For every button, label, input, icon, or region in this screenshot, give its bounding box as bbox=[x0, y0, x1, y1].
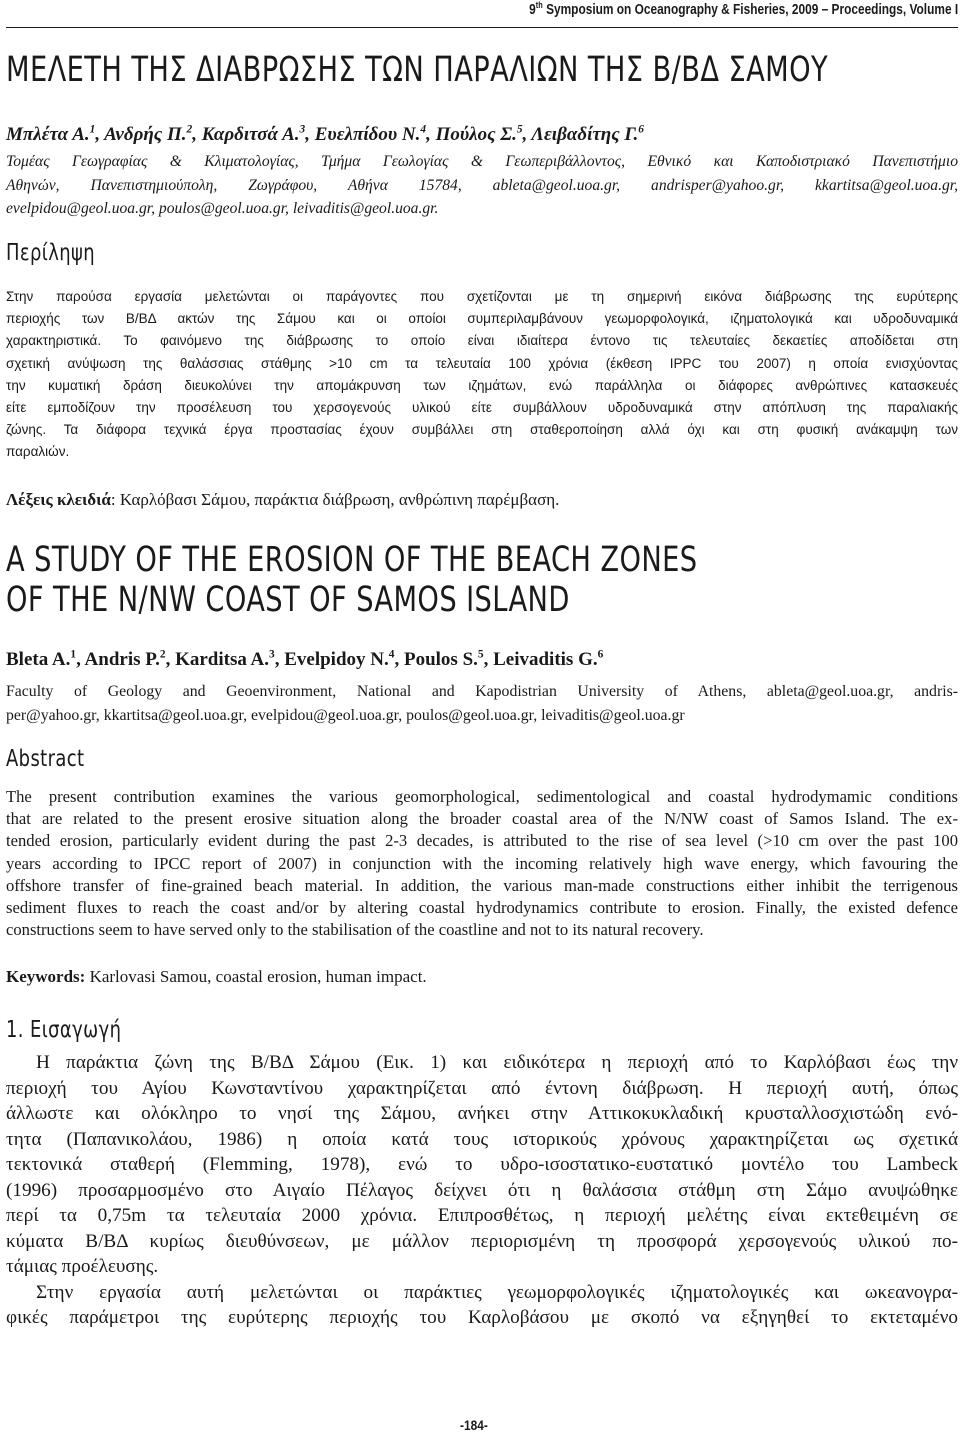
abstract-line: constructions seem to have served only to the stabilisation of the coastline and not to its natural recovery. bbox=[6, 920, 704, 940]
body-line: κύματα Β/ΒΔ κυρίως διευθύνσεων, με μάλλον περιορισμένη τη προσφορά χερσογενούς υλικού πο- bbox=[6, 1230, 958, 1252]
body-line: Η παράκτια ζώνη της Β/ΒΔ Σάμου (Εικ. 1) και ειδικότερα η περιοχή από το Καρλόβασι έως την bbox=[36, 1052, 958, 1073]
header-rule bbox=[6, 27, 958, 28]
keywords-greek: Λέξεις κλειδιά: Καρλόβασι Σάμου, παράκτια διάβρωση, ανθρώπινη παρέμβαση. bbox=[6, 490, 560, 509]
body-line: περί τα 0,75m τα τελευταία 2000 χρόνια. Επιπροσθέτως, η περιοχή μελέτης είναι εκτεθειμένη σε bbox=[6, 1205, 958, 1226]
abstract-line: offshore transfer of fine-grained beach material. In addition, the various man-made constructions either inhibit the terrigenous bbox=[6, 875, 958, 895]
abstract-line: that are related to the present erosive situation along the broader coastal area of the N/NW coast of Samos Island. The ex- bbox=[6, 809, 958, 829]
abstract-line: years according to IPCC report of 2007) in conjunction with the incoming relatively high wave energy, which favouring the bbox=[6, 853, 958, 873]
authors-greek: Μπλέτα Α.$^1$, Ανδρής Π.$^2$, Καρδιτσά Α.$^3$, Ευελπίδου Ν.$^4$, Πούλος Σ.$^5$, Λειβαδίτης Γ.$^6$ bbox=[6, 123, 644, 145]
affiliation-greek bbox=[6, 150, 958, 221]
title-greek: ΜΕΛΕΤΗ ΤΗΣ ΔΙΑΒΡΩΣΗΣ ΤΩΝ ΠΑΡΑΛΙΩΝ ΤΗΣ Β/ΒΔ ΣΑΜΟΥ bbox=[6, 50, 829, 90]
affiliation-line: Τομέας Γεωγραφίας & Κλιματολογίας, Τμήμα Γεωλογίας & Γεωπεριβάλλοντος, Εθνικό και Καποδιστριακό Πανεπιστήμιο bbox=[6, 153, 958, 170]
abstract-greek-heading: Περίληψη bbox=[6, 240, 95, 266]
authors-english: Bleta A.$^1$, Andris P.$^2$, Karditsa A.$^3$, Evelpidoy N.$^4$, Poulos S.$^5$, Leivaditis G.$^6$ bbox=[6, 648, 604, 670]
affiliation-line: Faculty of Geology and Geoenvironment, National and Kapodistrian University of Athens, ableta@geol.uoa.gr, andris- bbox=[6, 683, 958, 700]
affiliation-line: per@yahoo.gr, kkartitsa@geol.uoa.gr, evelpidou@geol.uoa.gr, poulos@geol.uoa.gr, leivaditis@geol.uoa.gr bbox=[6, 706, 685, 724]
body-line: φικές παράμετροι της ευρύτερης περιοχής του Καρλοβάσου με σκοπό να εξηγηθεί το εκτεταμένο bbox=[6, 1307, 958, 1328]
body-line: περιοχή του Αγίου Κωνσταντίνου χαρακτηρίζεται από έντονη διάβρωση. Η περιοχή αυτή, όπως bbox=[6, 1077, 958, 1099]
abstract-line: Στην παρούσα εργασία μελετώνται οι παράγοντες που σχετίζονται με τη σημερινή εικόνα διάβρωσης της ευρύτερης bbox=[6, 289, 958, 304]
abstract-line: είτε εμποδίζουν την προσέλευση του χερσογενούς υλικού είτε συμβάλλουν υδροδυναμικά στην απόπλυση της παραλιακής bbox=[6, 400, 958, 416]
abstract-line: tended erosion, particularly evident during the past 2-3 decades, is attributed to the rise of sea level (>10 cm over the past 100 bbox=[6, 831, 958, 851]
body-line: Στην εργασία αυτή μελετώνται οι παράκτιες γεωμορφολογικές ιζηματολογικές και ωκεανογρα- bbox=[36, 1281, 958, 1303]
abstract-line: sediment fluxes to reach the coast and/or by altering coastal hydrodynamics contribute to erosion. Finally, the existed defence bbox=[6, 898, 958, 918]
abstract-line: χαρακτηριστικά. Το φαινόμενο της διάβρωσης το οποίο είναι ιδιαίτερα έντονο τις τελευταίες δεκαετίες αποδίδεται στη bbox=[6, 333, 958, 349]
affiliation-english bbox=[6, 680, 958, 727]
running-header: 9th Symposium on Oceanography & Fisheries, 2009 – Proceedings, Volume I bbox=[528, 0, 958, 18]
body-line: άλλωστε και ολόκληρο το νησί της Σάμου, ανήκει στην Αττικοκυκλαδική κρυσταλλοσχιστώδη ενό- bbox=[6, 1103, 958, 1124]
abstract-greek bbox=[6, 286, 958, 464]
abstract-line: σχετική ανύψωση της θαλάσσιας στάθμης >10 cm τα τελευταία 100 χρόνια (έκθεση IPPC του 2007) η οποία ενισχύοντας bbox=[6, 355, 958, 371]
keywords-english: Keywords: Karlovasi Samou, coastal erosion, human impact. bbox=[6, 967, 427, 986]
introduction-heading: 1. Εισαγωγή bbox=[6, 1017, 122, 1043]
abstract-line: την κυματική δράση διευκολύνει την απομάκρυνση των ιζημάτων, ενώ παράλληλα οι διάφορες ανθρώπινες κατασκευές bbox=[6, 377, 958, 393]
body-line: τάμιας προέλευσης. bbox=[6, 1256, 159, 1277]
affiliation-line: evelpidou@geol.uoa.gr, poulos@geol.uoa.gr, leivaditis@geol.uoa.gr. bbox=[6, 200, 439, 217]
abstract-line: ζώνης. Τα διάφορα τεχνικά έργα προστασίας έχουν συμβάλλει στη σταθεροποίηση αλλά όχι και στη φυσική ανάκαμψη των bbox=[6, 422, 958, 438]
introduction-body bbox=[6, 1050, 958, 1331]
affiliation-line: Αθηνών, Πανεπιστημιούπολη, Ζωγράφου, Αθήνα 15784, ableta@geol.uoa.gr, andrisper@yahoo.gr, kkartitsa@geol.uoa.gr, bbox=[6, 176, 958, 194]
abstract-english bbox=[6, 786, 958, 941]
title-english-line-2: OF THE N/NW COAST OF SAMOS ISLAND bbox=[6, 580, 570, 620]
abstract-line: περιοχής των Β/ΒΔ ακτών της Σάμου και οι οποίοι συμπεριλαμβάνουν γεωμορφολογικά, ιζηματολογικά και υδροδυναμικά bbox=[6, 311, 958, 327]
body-line: τεκτονικά σταθερή (Flemming, 1978), ενώ το υδρο-ισοστατικο-ευστατικό μοντέλο του Lambeck bbox=[6, 1154, 958, 1175]
body-line: (1996) προσαρμοσμένο στο Αιγαίο Πέλαγος δείχνει ότι η θαλάσσια στάθμη στη Σάμο ανυψώθηκε bbox=[6, 1179, 958, 1201]
abstract-line: παραλιών. bbox=[6, 444, 70, 460]
abstract-english-heading: Abstract bbox=[6, 746, 85, 772]
body-line: τητα (Παπανικολάου, 1986) η οποία κατά τους ιστορικούς χρόνους χαρακτηρίζεται ως σχετικά bbox=[6, 1128, 958, 1150]
abstract-line: The present contribution examines the various geomorphological, sedimentological and coastal hydrodymamic conditions bbox=[6, 787, 958, 806]
page-number: -184- bbox=[460, 1417, 488, 1433]
title-english-line-1: A STUDY OF THE EROSION OF THE BEACH ZONES bbox=[6, 540, 698, 580]
